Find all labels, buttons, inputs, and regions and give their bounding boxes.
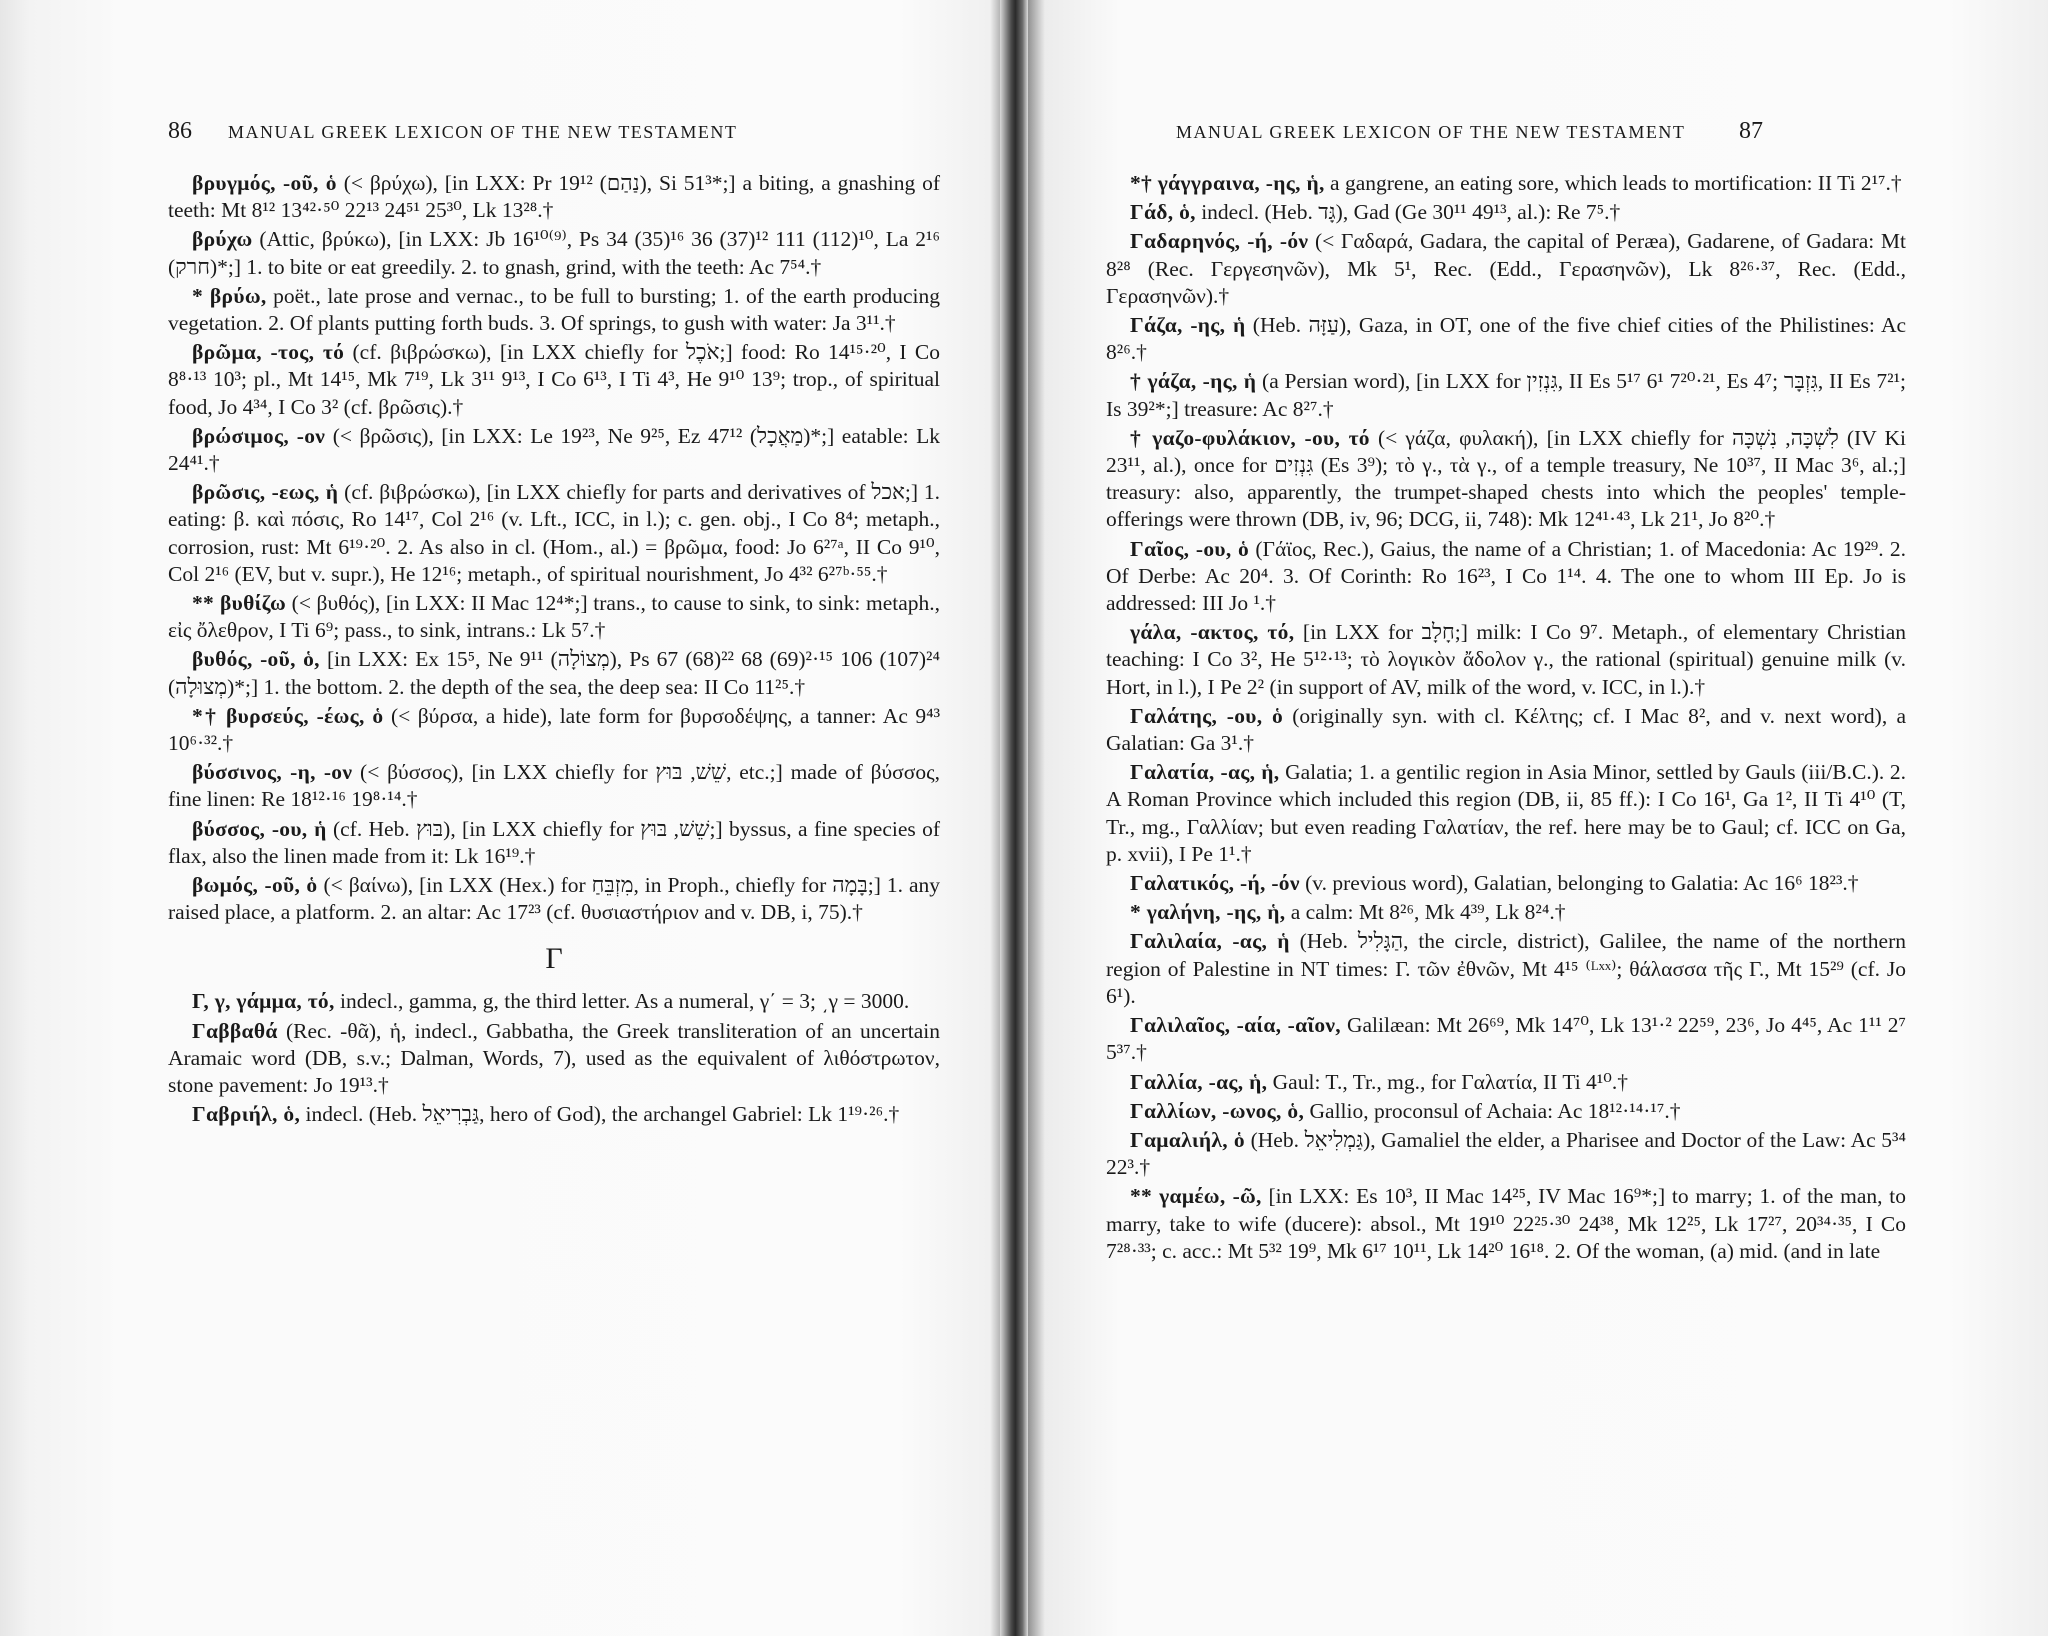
entry-headword: Γαλιλαία, -ας, ἡ (1130, 929, 1290, 954)
entry-definition: Gaul: T., Tr., mg., for Γαλατία, II Ti 4¹⁰.† (1272, 1069, 1628, 1094)
entry-headword: Γ, γ, γάμμα, τό, (192, 989, 335, 1014)
entry-headword: Γαλατικός, -ή, -όν (1130, 871, 1300, 896)
lexicon-entry (1106, 703, 1906, 757)
left-page (0, 0, 1000, 1636)
entry-definition: (cf. βιβρώσκω), [in LXX chiefly for parts and derivatives of אכל;] 1. eating: β. καὶ πόσις, Ro 14¹⁷, Col 2¹⁶ (v. Lft., ICC, in l.); c. gen. obj., I Co 8⁴; metaph., corrosion, rust: Mt 6¹⁹·²⁰. 2. As also in cl. (Hom., al.) = βρῶμα, food: Jo 6²⁷ᵃ, II Co 9¹⁰, Col 2¹⁶ (EV, but v. supr.), He 12¹⁶; metaph., of spiritual nourishment, Jo 4³² 6²⁷ᵇ·⁵⁵.† (168, 480, 940, 586)
entry-headword: Γαβριήλ, ὁ, (192, 1102, 301, 1127)
entry-headword: γάλα, -ακτος, τό, (1130, 620, 1295, 645)
lexicon-entry (168, 1101, 940, 1128)
lexicon-entry (1106, 228, 1906, 310)
entry-definition: (v. previous word), Galatian, belonging to Galatia: Ac 16⁶ 18²³.† (1305, 871, 1859, 896)
entry-headword: βύσσος, -ου, ἡ (192, 816, 327, 841)
entry-definition: (Attic, βρύκω), [in LXX: Jb 16¹⁰⁽⁹⁾, Ps 34 (35)¹⁶ 36 (37)¹² 111 (112)¹⁰, La 2¹⁶ (חרק)*;] 1. to bite or eat greedily. 2. to gnash, grind, with the teeth: Ac 7⁵⁴.† (168, 227, 940, 279)
entry-definition: (Γάϊος, Rec.), Gaius, the name of a Christian; 1. of Macedonia: Ac 19²⁹. 2. Of Derbe: Ac 20⁴. 3. Of Corinth: Ro 16²³, I Co 1¹⁴. 4. The one to whom III Ep. Jo is addressed: III Jo ¹.† (1106, 536, 1907, 616)
entry-definition: indecl. (Heb. גָּד), Gad (Ge 30¹¹ 49¹³, al.): Re 7⁵.† (1201, 200, 1621, 225)
lexicon-entry (168, 759, 940, 813)
entry-definition: (Rec. -θᾶ), ἡ, indecl., Gabbatha, the Greek transliteration of an uncertain Aramaic word (DB, s.v.; Dalman, Words, 7), used as the equivalent of λιθόστρωτον, stone pavement: Jo 19¹³.† (168, 1018, 940, 1098)
entry-definition: (originally syn. with cl. Κέλτης; cf. I Mac 8², and v. next word), a Galatian: Ga 3¹.† (1106, 703, 1906, 756)
left-page-number: 86 (168, 118, 192, 144)
lexicon-entry (1106, 1183, 1906, 1265)
entry-headword: *† βυρσεύς, -έως, ὁ (192, 703, 384, 728)
entry-definition: (a Persian word), [in LXX for גִּנְזִין, II Es 5¹⁷ 6¹ 7²⁰·²¹, Es 4⁷; גִּזְבָּר, II Es 7²¹; Is 39²*;] treasure: Ac 8²⁷.† (1106, 369, 1907, 421)
lexicon-entry (168, 170, 940, 224)
entry-headword: Γαμαλιήλ, ὁ (1130, 1127, 1245, 1152)
entry-definition: a calm: Mt 8²⁶, Mk 4³⁹, Lk 8²⁴.† (1290, 900, 1566, 925)
lexicon-entry (1106, 619, 1906, 701)
entry-headword: βρῶμα, -τος, τό (192, 340, 345, 365)
entry-definition: (< βύσσος), [in LXX chiefly for שֵׁשׁ, בּוּץ, etc.;] made of βύσσος, fine linen: Re 18¹²·¹⁶ 19⁸·¹⁴.† (168, 760, 941, 812)
entry-headword: Γαδαρηνός, -ή, -όν (1130, 229, 1309, 254)
left-running-head (168, 118, 737, 145)
lexicon-entry (1106, 425, 1906, 534)
lexicon-entry (168, 590, 940, 644)
lexicon-entry (168, 988, 940, 1015)
entry-headword: Γαλατία, -ας, ἡ, (1130, 760, 1280, 785)
lexicon-entry (1106, 536, 1906, 618)
entry-definition: Gallio, proconsul of Achaia: Ac 18¹²·¹⁴·¹⁷.† (1309, 1098, 1681, 1123)
entry-headword: † γαζο-φυλάκιον, -ου, τό (1130, 425, 1370, 450)
entry-definition: (Heb. עַזָּה), Gaza, in OT, one of the five chief cities of the Philistines: Ac 8²⁶.† (1106, 313, 1907, 365)
entry-headword: βρώσιμος, -ον (192, 423, 326, 448)
lexicon-entry (1106, 928, 1906, 1010)
right-running-head (1176, 118, 1763, 145)
entry-headword: βρῶσις, -εως, ἡ (192, 480, 339, 505)
lexicon-entry (168, 479, 940, 588)
lexicon-entry (1106, 1012, 1906, 1066)
entry-headword: *† γάγγραινα, -ης, ἡ, (1130, 171, 1325, 195)
entry-definition: (< βρῶσις), [in LXX: Le 19²³, Ne 9²⁵, Ez 47¹² (מַאֲכָל)*;] eatable: Lk 24⁴¹.† (168, 423, 940, 476)
lexicon-entry (168, 1018, 940, 1100)
lexicon-entry (1106, 870, 1906, 897)
entry-headword: βυθός, -οῦ, ὁ, (192, 647, 320, 672)
entry-definition: (Heb. גַּמְלִיאֵל), Gamaliel the elder, a Pharisee and Doctor of the Law: Ac 5³⁴ 22³.† (1106, 1127, 1907, 1180)
entry-headword: βρύχω (192, 227, 253, 252)
entry-headword: Γάζα, -ης, ἡ (1130, 313, 1246, 338)
left-entries-before (168, 170, 940, 926)
entry-headword: βρυγμός, -οῦ, ὁ (192, 171, 337, 195)
lexicon-entry (168, 816, 940, 870)
entry-headword: * γαλήνη, -ης, ἡ, (1130, 900, 1286, 925)
right-page-number: 87 (1739, 118, 1764, 144)
right-entries (1106, 170, 1906, 1265)
entry-headword: ** βυθίζω (192, 591, 287, 616)
entry-definition: [in LXX: Es 10³, II Mac 14²⁵, IV Mac 16⁹*;] to marry; 1. of the man, to marry, take to wife (ducere): absol., Mt 19¹⁰ 22²⁵·³⁰ 24³⁸, Mk 12²⁵, Lk 17²⁷, 20³⁴·³⁵, I Co 7²⁸·³³; c. acc.: Mt 5³² 19⁹, Mk 6¹⁷ 10¹¹, Lk 14²⁰ 16¹⁸. 2. Of the woman, (a) mid. (and in late (1106, 1184, 1907, 1263)
entry-definition: (Heb. הַגָּלִיל, the circle, district), Galilee, the name of the northern region of Palestine in NT times: Γ. τῶν ἐθνῶν, Mt 4¹⁵ ⁽ᴸˣˣ⁾; θάλασσα τῆς Γ., Mt 15²⁹ (cf. Jo 6¹). (1106, 929, 1906, 1008)
entry-definition: Galilæan: Mt 26⁶⁹, Mk 14⁷⁰, Lk 13¹·² 22⁵⁹, 23⁶, Jo 4⁴⁵, Ac 1¹¹ 2⁷ 5³⁷.† (1106, 1013, 1907, 1065)
lexicon-entry (1106, 1098, 1906, 1125)
lexicon-entry (1106, 759, 1906, 868)
entry-definition: indecl. (Heb. גַּבְרִיאֵל, hero of God), the archangel Gabriel: Lk 1¹⁹·²⁶.† (305, 1102, 900, 1127)
entry-headword: † γάζα, -ης, ἡ (1130, 369, 1257, 394)
entry-definition: (< βύρσα, a hide), late form for βυρσοδέψης, a tanner: Ac 9⁴³ 10⁶·³².† (168, 703, 941, 756)
entry-definition: Galatia; 1. a gentilic region in Asia Minor, settled by Gauls (iii/B.C.). 2. A Roman Province which included this region (DB, ii, 85 ff.): I Co 16¹, Ga 1², II Ti 4¹⁰ (T, Tr., mg., Γαλλίαν; but even reading Γαλατίαν, the ref. here may be to Gaul; cf. ICC on Ga, p. xvii), I Pe 1¹.† (1106, 760, 1906, 866)
entry-headword: Γάδ, ὁ, (1130, 200, 1196, 225)
entry-definition: (< γάζα, φυλακή), [in LXX chiefly for לִשְׁכָּה, נִשְׁכָּה (IV Ki 23¹¹, al.), once for גִּנְזִים (Es 3⁹); τὸ γ., τὰ γ., of a temple treasury, Ne 10³⁷, II Mac 3⁶, al.;] treasury: also, apparently, the trumpet-shaped chests into which the peoples' temple-offerings were thrown (DB, iv, 96; DCG, ii, 748): Mk 12⁴¹·⁴³, Lk 21¹, Jo 8²⁰.† (1106, 425, 1906, 532)
entry-definition: (< Γαδαρά, Gadara, the capital of Peræa), Gadarene, of Gadara: Mt 8²⁸ (Rec. Γεργεσηνῶν), Mk 5¹, Rec. (Edd., Γερασηνῶν), Lk 8²⁶·³⁷, Rec. (Edd., Γερασηνῶν).† (1106, 229, 1907, 308)
lexicon-entry (168, 703, 940, 757)
book-gutter (1000, 0, 1028, 1636)
entry-headword: Γαλλίων, -ωνος, ὁ, (1130, 1098, 1305, 1123)
entry-definition: poët., late prose and vernac., to be full to bursting; 1. of the earth producing vegetation. 2. Of plants putting forth buds. 3. Of springs, to gush with water: Ja 3¹¹.† (168, 283, 941, 336)
right-running-title: MANUAL GREEK LEXICON OF THE NEW TESTAMENT (1176, 122, 1686, 142)
entry-definition: [in LXX: Ex 15⁵, Ne 9¹¹ (מְצוֹלָה), Ps 67 (68)²² 68 (69)²·¹⁵ 106 (107)²⁴ (מְצוּלָה)*;] 1. the bottom. 2. the depth of the sea, the deep sea: II Co 11²⁵.† (168, 647, 940, 699)
entry-definition: a gangrene, an eating sore, which leads to mortification: II Ti 2¹⁷.† (1330, 171, 1902, 195)
entry-definition: (cf. βιβρώσκω), [in LXX chiefly for אֹכֶל;] food: Ro 14¹⁵·²⁰, I Co 8⁸·¹³ 10³; pl., Mt 14¹⁵, Mk 7¹⁹, Lk 3¹¹ 9¹³, I Co 6¹³, I Ti 4³, He 9¹⁰ 13⁹; trop., of spiritual food, Jo 4³⁴, I Co 3² (cf. βρῶσις).† (168, 340, 940, 419)
lexicon-entry (168, 423, 940, 477)
right-page (1028, 0, 2048, 1636)
lexicon-entry (168, 646, 940, 700)
entry-definition: (< βυθός), [in LXX: II Mac 12⁴*;] trans., to cause to sink, to sink: metaph., εἰς ὄλεθρον, I Ti 6⁹; pass., to sink, intrans.: Lk 5⁷.† (168, 591, 941, 643)
entry-definition: [in LXX for חָלָב;] milk: I Co 9⁷. Metaph., of elementary Christian teaching: I Co 3², He 5¹²·¹³; τὸ λογικὸν ἄδολον γ., the rational (spiritual) genuine milk (v. Hort, in l.), I Pe 2² (in support of AV, milk of the word, v. ICC, in l.).† (1106, 620, 1906, 699)
entry-headword: Γαλλία, -ας, ἡ, (1130, 1069, 1268, 1094)
entry-headword: Γαββαθά (192, 1018, 278, 1043)
entry-definition: (< βρύχω), [in LXX: Pr 19¹² (נַהַם), Si 51³*;] a biting, a gnashing of teeth: Mt 8¹² 13⁴²·⁵⁰ 22¹³ 24⁵¹ 25³⁰, Lk 13²⁸.† (168, 171, 940, 223)
left-running-title: MANUAL GREEK LEXICON OF THE NEW TESTAMENT (228, 122, 738, 142)
entry-headword: βωμός, -οῦ, ὁ (192, 873, 318, 898)
lexicon-entry (1106, 368, 1906, 422)
lexicon-entry (168, 872, 940, 926)
section-letter-gamma: Γ (545, 942, 563, 976)
lexicon-entry (1106, 899, 1906, 926)
lexicon-entry (1106, 312, 1906, 366)
entry-headword: βύσσινος, -η, -ον (192, 760, 353, 785)
entry-headword: * βρύω, (192, 283, 267, 308)
right-text-column (1106, 170, 1906, 1265)
lexicon-entry (1106, 1127, 1906, 1181)
left-entries-after (168, 988, 940, 1128)
lexicon-entry (1106, 1069, 1906, 1096)
lexicon-entry (168, 283, 940, 337)
entry-definition: indecl., gamma, g, the third letter. As a numeral, γ΄ = 3; ͵γ = 3000. (340, 989, 910, 1014)
lexicon-entry (168, 226, 940, 280)
entry-headword: Γαλιλαῖος, -αία, -αῖον, (1130, 1013, 1341, 1038)
entry-headword: Γαῖος, -ου, ὁ (1130, 536, 1250, 561)
lexicon-entry (168, 339, 940, 421)
lexicon-entry (1106, 199, 1906, 226)
entry-headword: ** γαμέω, -ῶ, (1130, 1184, 1262, 1209)
entry-definition: (< βαίνω), [in LXX (Hex.) for מִזְבֵּחַ, in Proph., chiefly for בָּמָה;] 1. any raised place, a platform. 2. an altar: Ac 17²³ (cf. θυσιαστήριον and v. DB, i, 75).† (168, 873, 940, 925)
left-text-column (168, 170, 940, 1129)
entry-headword: Γαλάτης, -ου, ὁ (1130, 703, 1283, 728)
lexicon-entry (1106, 170, 1906, 197)
entry-definition: (cf. Heb. בּוּץ), [in LXX chiefly for שֵׁשׁ, בּוּץ;] byssus, a fine species of flax, also the linen made from it: Lk 16¹⁹.† (168, 816, 940, 868)
